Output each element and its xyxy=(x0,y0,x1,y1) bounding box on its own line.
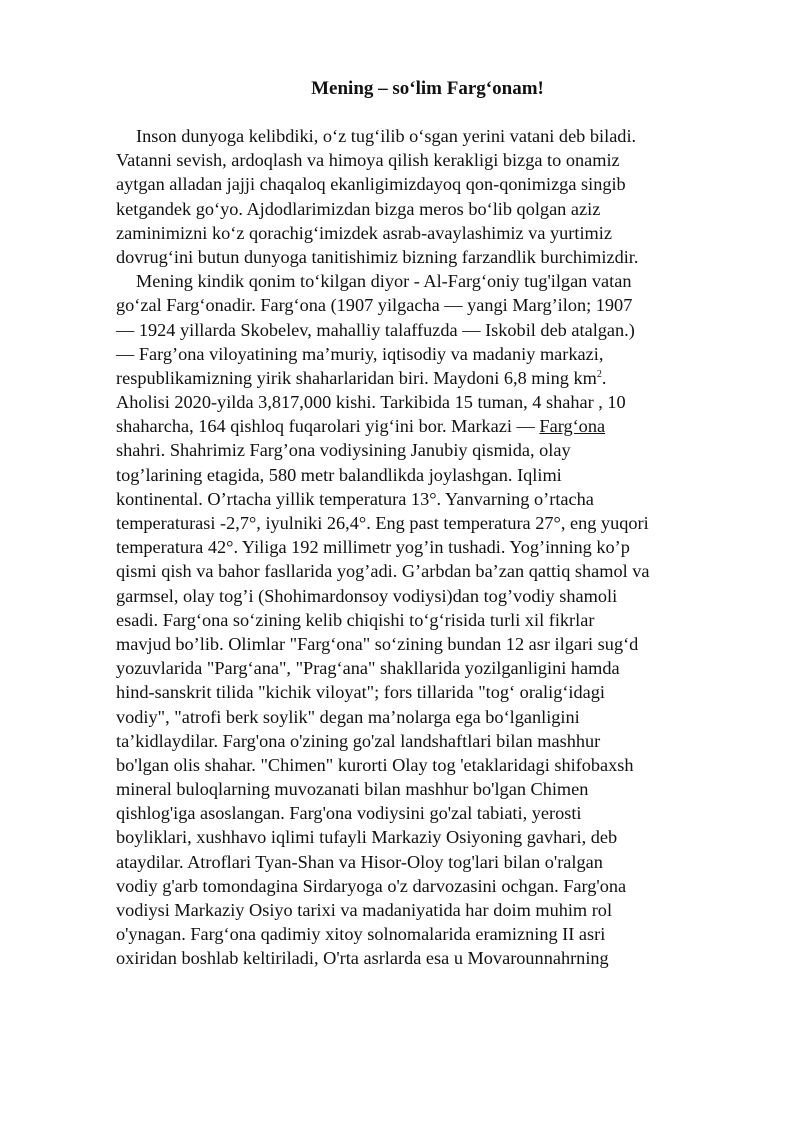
text-line: yozuvlarida "Parg‘ana", "Prag‘ana" shakllarida yozilganligini hamda xyxy=(116,658,620,679)
text-line-area xyxy=(116,366,746,390)
text-line: hind-sanskrit tilida "kichik viloyat"; fors tillarida "tog‘ oralig‘idagi xyxy=(116,682,605,703)
text-line: esadi. Farg‘ona so‘zining kelib chiqishi to‘g‘risida turli xil fikrlar xyxy=(116,609,595,630)
text-line: aytgan alladan jajji chaqaloq ekanligimizdayoq qon-qonimizga singib xyxy=(116,174,626,195)
text-line: Mening kindik qonim to‘kilgan diyor - Al-Farg‘oniy tug'ilgan vatan xyxy=(136,271,632,292)
text-line: temperaturasi -2,7°, iyulniki 26,4°. Eng past temperatura 27°, eng yuqori xyxy=(116,513,649,533)
text-line: — Farg’ona viloyatining ma’muriy, iqtisodiy va madaniy markazi, xyxy=(116,343,604,364)
text-line: bo'lgan olis shahar. "Chimen" kurorti Olay tog 'etaklaridagi shifobaxsh xyxy=(116,754,634,775)
text-line: kontinental. O’rtacha yillik temperatura 13°. Yanvarning o’rtacha xyxy=(116,488,594,509)
text-line: vodiysi Markaziy Osiyo tarixi va madaniyatida har doim muhim rol xyxy=(116,900,613,920)
text-line: ta’kidlaydilar. Farg'ona o'zining go'zal landshaftlari bilan mashhur xyxy=(116,730,601,751)
text-line: vodiy", "atrofi berk soylik" degan ma’nolarga ega bo‘lganligini xyxy=(116,706,580,727)
center-text: shaharcha, 164 qishloq fuqarolari yig‘ini bor. Markazi — xyxy=(116,416,540,437)
text-line-link xyxy=(116,414,746,438)
text-line: zaminimizni ko‘z qorachig‘imizdek asrab-avaylashimiz va yurtimiz xyxy=(116,222,612,243)
text-line: ketgandek go‘yo. Ajdodlarimizdan bizga meros bo‘lib qolgan aziz xyxy=(116,198,601,219)
text-line: ataydilar. Atroflari Tyan-Shan va Hisor-Oloy tog'lari bilan o'ralgan xyxy=(116,851,603,872)
text-line: Vatanni sevish, ardoqlash va himoya qilish kerakligi bizga to onamiz xyxy=(116,150,620,171)
area-text: respublikamizning yirik shaharlaridan biri. Maydoni 6,8 ming km xyxy=(116,367,597,388)
text-line: tog’larining etagida, 580 metr balandlikda joylashgan. Iqlimi xyxy=(116,464,562,485)
document-title: Mening – so‘lim Farg‘onam! xyxy=(311,78,544,99)
text-line: qismi qish va bahor fasllarida yog’adi. G’arbdan ba’zan qattiq shamol va xyxy=(116,561,650,582)
text-line: vodiy g'arb tomondagina Sirdaryoga o'z darvozasini ochgan. Farg'ona xyxy=(116,875,627,896)
area-superscript: 2 xyxy=(596,368,602,380)
text-line: oxiridan boshlab keltiriladi, O'rta asrlarda esa u Movarounnahrning xyxy=(116,948,609,969)
text-line: shahri. Shahrimiz Farg’ona vodiysining Janubiy qismida, olay xyxy=(116,440,571,461)
text-line: garmsel, olay tog’i (Shohimardonsoy vodiysi)dan tog’vodiy shamoli xyxy=(116,585,618,606)
text-line: Aholisi 2020-yilda 3,817,000 kishi. Tarkibida 15 tuman, 4 shahar , 10 xyxy=(116,392,626,413)
area-period: . xyxy=(601,367,607,388)
document-body xyxy=(116,124,746,971)
text-line: — 1924 yillarda Skobelev, mahalliy talaffuzda — Iskobil deb atalgan.) xyxy=(116,319,635,340)
text-line: qishlog'iga asoslangan. Farg'ona vodiysini go'zal tabiati, yerosti xyxy=(116,803,582,824)
text-line: o'ynagan. Farg‘ona qadimiy xitoy solnomalarida eramizning II asri xyxy=(116,924,606,945)
text-line: mineral buloqlarning muvozanati bilan mashhur bo'lgan Chimen xyxy=(116,779,589,800)
text-line: temperatura 42°. Yiliga 192 millimetr yog’in tushadi. Yog’inning ko’p xyxy=(116,537,630,558)
text-line: Inson dunyoga kelibdiki, o‘z tug‘ilib o‘sgan yerini vatani deb biladi. xyxy=(136,126,637,146)
text-line: dovrug‘ini butun dunyoga tanitishimiz bizning farzandlik burchimizdir. xyxy=(116,246,639,267)
text-line: mavjud bo’lib. Olimlar "Farg‘ona" so‘zining bundan 12 asr ilgari sug‘d xyxy=(116,633,639,654)
text-line: boyliklari, xushhavo iqlimi tufayli Markaziy Osiyoning gavhari, deb xyxy=(116,827,618,848)
fargona-city-link[interactable]: Farg‘ona xyxy=(539,416,606,437)
text-line: go‘zal Farg‘onadir. Farg‘ona (1907 yilgacha — yangi Marg’ilon; 1907 xyxy=(116,295,633,316)
